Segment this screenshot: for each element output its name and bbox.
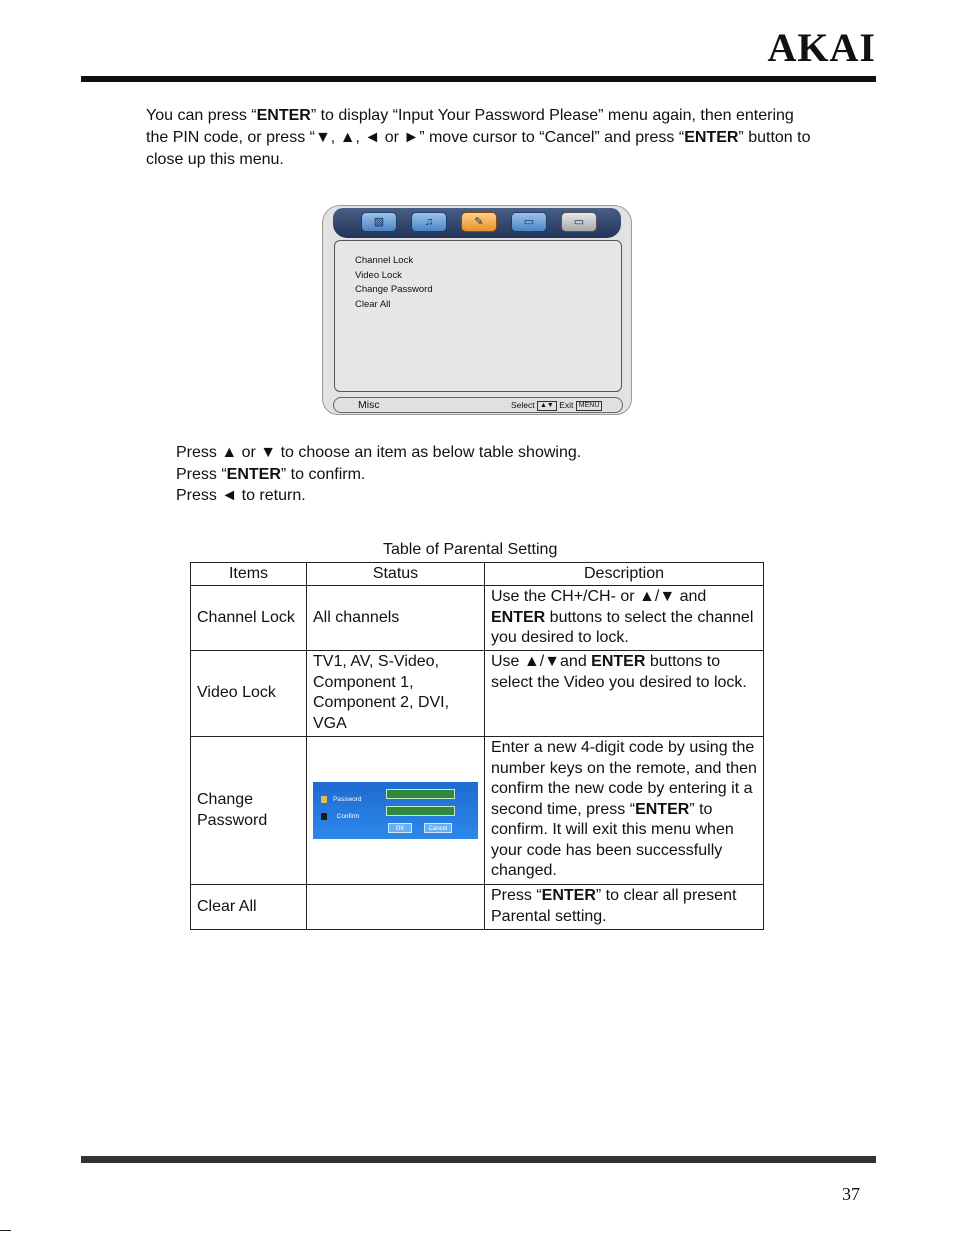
ok-button: OK xyxy=(388,823,412,833)
instruction-steps xyxy=(176,442,581,507)
film-icon: ▧ xyxy=(361,212,397,232)
step-confirm: Press “ENTER” to confirm. xyxy=(176,465,366,483)
lock-icon xyxy=(321,796,327,803)
status-cell xyxy=(307,737,485,885)
menu-item-clear-all: Clear All xyxy=(355,299,391,310)
password-row: Password xyxy=(321,790,362,811)
table-caption: Table of Parental Setting xyxy=(383,541,558,558)
menu-item-change-password: Change Password xyxy=(355,284,433,295)
corner-mark xyxy=(0,1230,11,1231)
intro-paragraph: You can press “ENTER” to display “Input Your Password Please” menu again, then entering the PIN code, or press “▼, ▲, ◄ or ►” move cursor to “Cancel” and press “ENTER” button to close up this menu. xyxy=(146,107,811,168)
monitor-icon: ▭ xyxy=(561,212,597,232)
arrow-keys-icon: ▲▼ xyxy=(537,401,557,411)
key-hints: Select ▲▼ Exit MENU xyxy=(511,400,602,411)
wrench-icon: ✎ xyxy=(461,212,497,232)
section-label: Misc xyxy=(358,399,380,411)
menu-key-icon: MENU xyxy=(576,401,603,411)
description-cell: Use the CH+/CH- or ▲/▼ and ENTER buttons to select the channel you desired to lock. xyxy=(485,586,764,651)
page-number: 37 xyxy=(842,1184,860,1204)
confirm-field xyxy=(386,806,455,816)
menu-tab-bar xyxy=(333,208,621,238)
description-cell: Enter a new 4-digit code by using the number keys on the remote, and then confirm the new code by entering it a second time, press “ENTER” to confirm. It will exit this menu when your code has been successfully changed. xyxy=(485,737,764,885)
cancel-button: Cancel xyxy=(424,823,452,833)
menu-status-bar xyxy=(333,397,623,413)
music-icon: ♫ xyxy=(411,212,447,232)
header-rule xyxy=(81,76,876,82)
table-row xyxy=(191,885,764,930)
parental-setting-table xyxy=(190,562,764,930)
parental-menu-screenshot xyxy=(322,205,632,415)
password-panel xyxy=(313,782,478,839)
confirm-row: Confirm xyxy=(321,807,359,828)
step-return: Press ◄ to return. xyxy=(176,487,306,504)
menu-item-video-lock: Video Lock xyxy=(355,270,402,281)
password-field xyxy=(386,789,455,799)
tv-icon: ▭ xyxy=(511,212,547,232)
status-cell: All channels xyxy=(307,586,485,651)
step-choose: Press ▲ or ▼ to choose an item as below table showing. xyxy=(176,444,582,461)
table-header-row xyxy=(191,563,764,586)
header-status: Status xyxy=(307,563,485,586)
header-description: Description xyxy=(485,563,764,586)
header-items: Items xyxy=(191,563,307,586)
lock-icon xyxy=(321,813,327,820)
description-cell: Press “ENTER” to clear all present Parental setting. xyxy=(485,885,764,930)
menu-item-channel-lock: Channel Lock xyxy=(355,255,414,266)
footer-rule xyxy=(81,1156,876,1163)
item-cell: Change Password xyxy=(191,737,307,885)
description-cell: Use ▲/▼and ENTER buttons to select the Video you desired to lock. xyxy=(485,651,764,737)
akai-logo: AKAI xyxy=(767,25,876,70)
table-row xyxy=(191,586,764,651)
menu-item-list xyxy=(334,240,622,392)
table-row xyxy=(191,737,764,885)
status-cell xyxy=(307,885,485,930)
item-cell: Channel Lock xyxy=(191,586,307,651)
table-row xyxy=(191,651,764,737)
item-cell: Clear All xyxy=(191,885,307,930)
status-cell: TV1, AV, S-Video, Component 1, Component 2, DVI, VGA xyxy=(307,651,485,737)
item-cell: Video Lock xyxy=(191,651,307,737)
